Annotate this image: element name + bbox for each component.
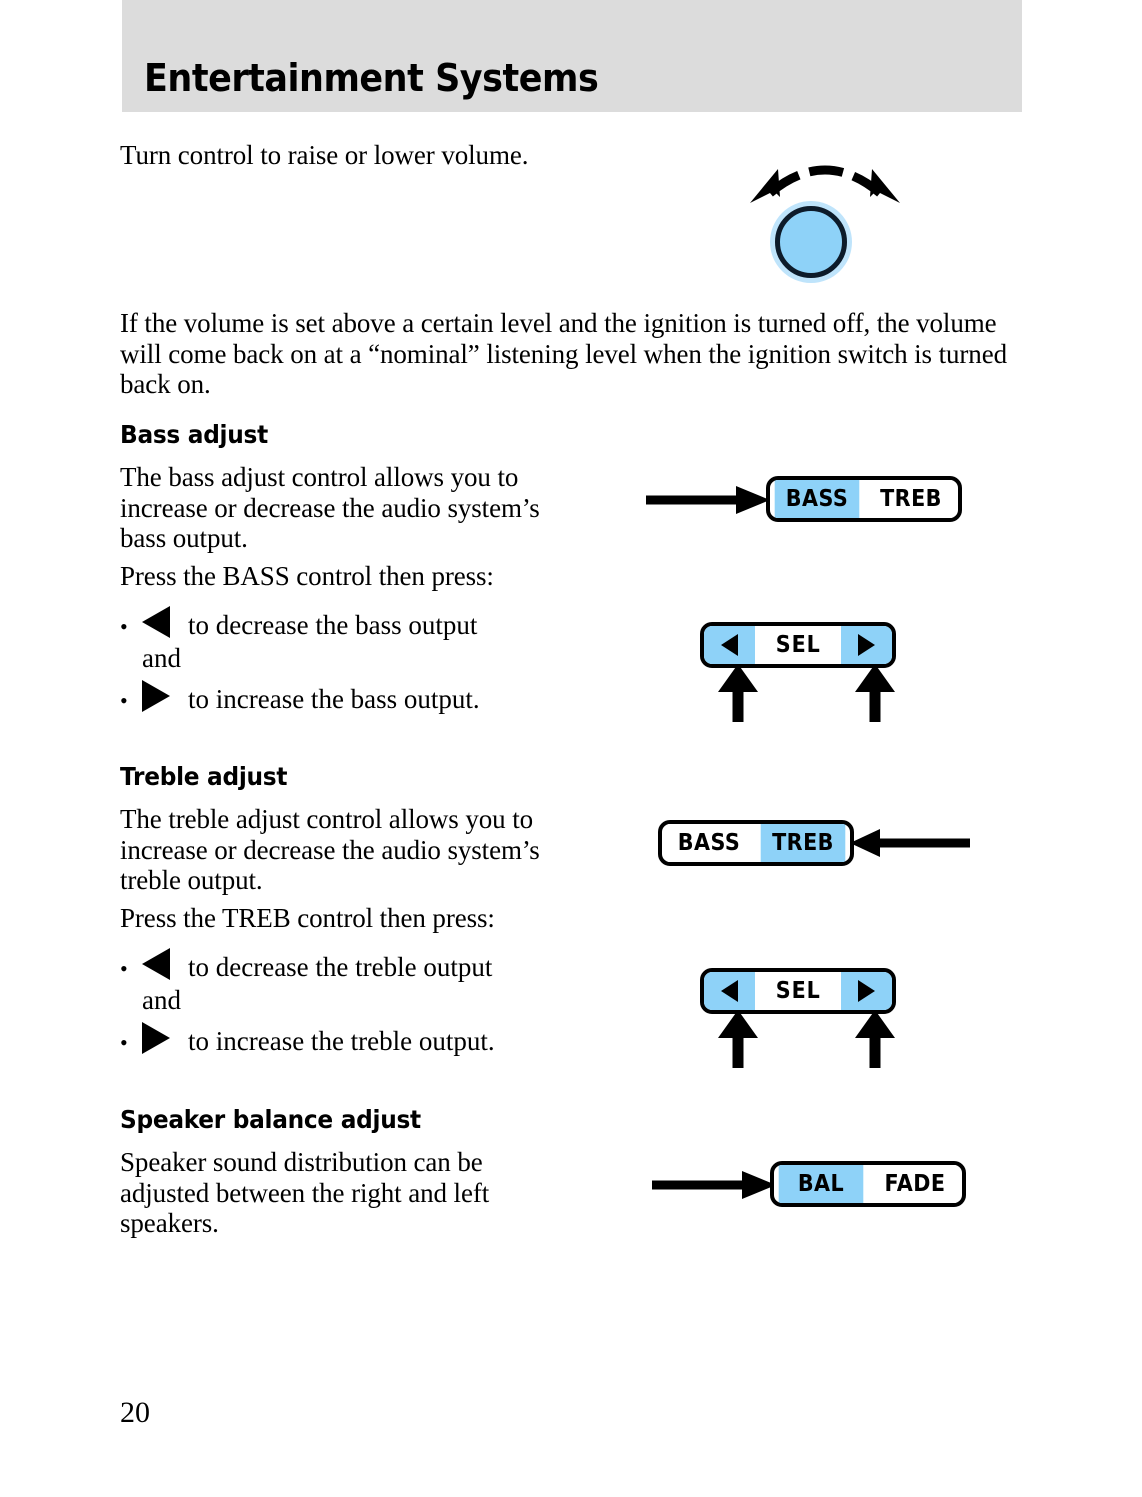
treble-bullet-2-text: to increase the treble output.: [188, 1026, 495, 1056]
heading-bass-adjust: Bass adjust: [120, 420, 268, 449]
triangle-left-icon: [142, 948, 170, 980]
triangle-left-icon: [142, 606, 170, 638]
heading-treble-adjust: Treble adjust: [120, 762, 288, 791]
triangle-left-icon: [721, 634, 738, 656]
bullet-dot-icon: •: [120, 688, 128, 713]
nominal-level-paragraph: If the volume is set above a certain level and the ignition is turned off, the volume will come back on at a “nominal” listening level when the ignition switch is turned back on.: [120, 308, 1007, 399]
heading-speaker-balance-adjust: Speaker balance adjust: [120, 1105, 421, 1134]
triangle-right-icon: [858, 634, 875, 656]
bass-segment[interactable]: BASS: [667, 824, 752, 862]
treble-bullet-1-continuation: and: [142, 984, 181, 1015]
bass-bullet-2: [120, 676, 640, 717]
bullet-dot-icon: •: [120, 956, 128, 981]
sel-up-arrows-bass-icon: [715, 664, 900, 724]
triangle-right-icon: [142, 680, 170, 712]
bass-description: The bass adjust control allows you to increase or decrease the audio system’s bass output.: [120, 462, 540, 553]
fade-segment[interactable]: FADE: [873, 1165, 958, 1203]
page-title: Entertainment Systems: [144, 56, 599, 100]
sel-left-arrow-button[interactable]: [704, 972, 755, 1010]
volume-instruction-text: Turn control to raise or lower volume.: [120, 140, 529, 170]
bass-bullet-2-text: to increase the bass output.: [188, 684, 480, 714]
bass-segment[interactable]: BASS: [775, 480, 860, 518]
triangle-right-icon: [142, 1022, 170, 1054]
treble-bullet-1-text: to decrease the treble output: [188, 952, 493, 982]
page-header-band: [122, 0, 1022, 112]
sel-control-treble[interactable]: [700, 968, 896, 1014]
triangle-right-icon: [858, 980, 875, 1002]
balance-description: Speaker sound distribution can be adjusted between the right and left speakers.: [120, 1147, 490, 1238]
pointer-arrow-left-treb-icon: [850, 827, 972, 859]
bal-segment[interactable]: BAL: [779, 1165, 864, 1203]
bal-fade-control[interactable]: [770, 1161, 966, 1207]
treble-bullet-1: [120, 944, 640, 1015]
treb-bass-control[interactable]: [658, 820, 854, 866]
sel-up-arrows-treble-icon: [715, 1010, 900, 1070]
treble-bullet-2: [120, 1018, 640, 1059]
sel-right-arrow-button[interactable]: [841, 626, 892, 664]
treble-press-line: Press the TREB control then press:: [120, 903, 495, 933]
sel-label[interactable]: SEL: [759, 972, 837, 1010]
bullet-dot-icon: •: [120, 1030, 128, 1055]
bass-bullet-1: [120, 602, 640, 673]
treb-segment[interactable]: TREB: [869, 480, 954, 518]
bullet-dot-icon: •: [120, 614, 128, 639]
sel-right-arrow-button[interactable]: [841, 972, 892, 1010]
treb-segment[interactable]: TREB: [761, 824, 846, 862]
page-number: 20: [120, 1396, 150, 1429]
volume-knob-graphic: [740, 145, 910, 275]
triangle-left-icon: [721, 980, 738, 1002]
sel-left-arrow-button[interactable]: [704, 626, 755, 664]
bass-bullet-1-text: to decrease the bass output: [188, 610, 478, 640]
bass-bullet-1-continuation: and: [142, 642, 181, 673]
knob-halo: [770, 201, 852, 283]
treble-description: The treble adjust control allows you to increase or decrease the audio system’s treble output.: [120, 804, 540, 895]
knob-body[interactable]: [775, 206, 847, 278]
pointer-arrow-right-bal-icon: [650, 1169, 780, 1201]
pointer-arrow-right-bass-icon: [644, 484, 774, 516]
sel-label[interactable]: SEL: [759, 626, 837, 664]
bass-treb-control[interactable]: [766, 476, 962, 522]
sel-control-bass[interactable]: [700, 622, 896, 668]
bass-press-line: Press the BASS control then press:: [120, 561, 494, 591]
